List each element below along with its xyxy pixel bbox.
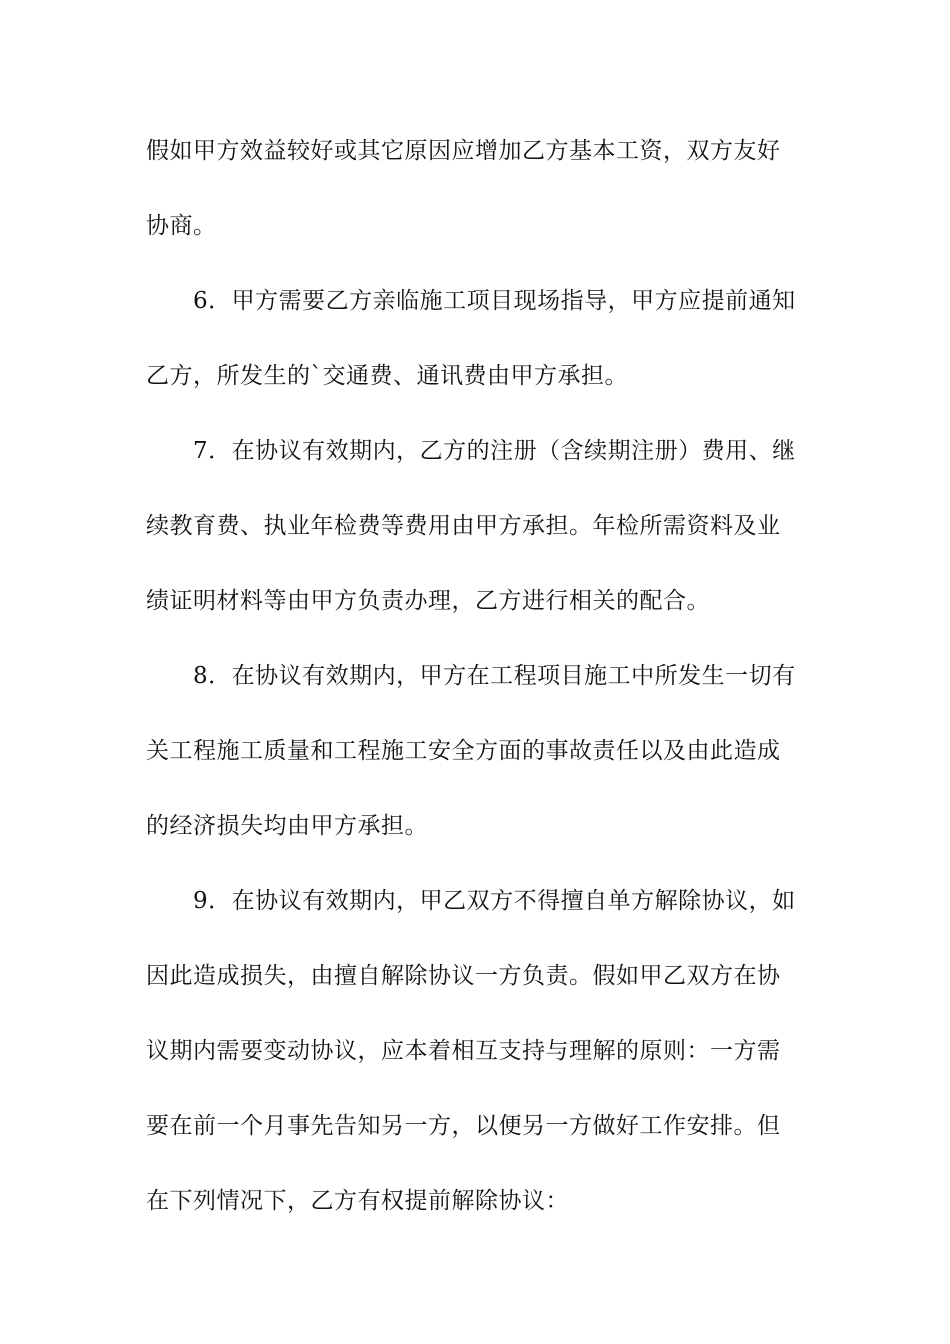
text-line: 因此造成损失，由擅自解除协议一方负责。假如甲乙双方在协	[146, 963, 781, 989]
document-body	[146, 129, 808, 1254]
text-line: 关工程施工质量和工程施工安全方面的事故责任以及由此造成	[146, 738, 781, 764]
text-line: 的经济损失均由甲方承担。	[146, 813, 428, 839]
text-line: 6．甲方需要乙方亲临施工项目现场指导，甲方应提前通知	[193, 288, 796, 314]
text-line: 协商。	[146, 213, 217, 239]
text-line: 续教育费、执业年检费等费用由甲方承担。年检所需资料及业	[146, 513, 781, 539]
text-line: 8．在协议有效期内，甲方在工程项目施工中所发生一切有	[193, 663, 796, 689]
text-line: 乙方，所发生的`交通费、通讯费由甲方承担。	[146, 363, 628, 389]
text-line: 要在前一个月事先告知另一方，以便另一方做好工作安排。但	[146, 1113, 781, 1139]
text-line: 9．在协议有效期内，甲乙双方不得擅自单方解除协议，如	[193, 888, 796, 914]
text-line: 绩证明材料等由甲方负责办理，乙方进行相关的配合。	[146, 588, 710, 614]
text-line: 7．在协议有效期内，乙方的注册（含续期注册）费用、继	[193, 438, 796, 464]
text-line: 议期内需要变动协议，应本着相互支持与理解的原则：一方需	[146, 1038, 781, 1064]
text-line: 假如甲方效益较好或其它原因应增加乙方基本工资，双方友好	[146, 138, 781, 164]
text-line: 在下列情况下，乙方有权提前解除协议：	[146, 1188, 569, 1214]
